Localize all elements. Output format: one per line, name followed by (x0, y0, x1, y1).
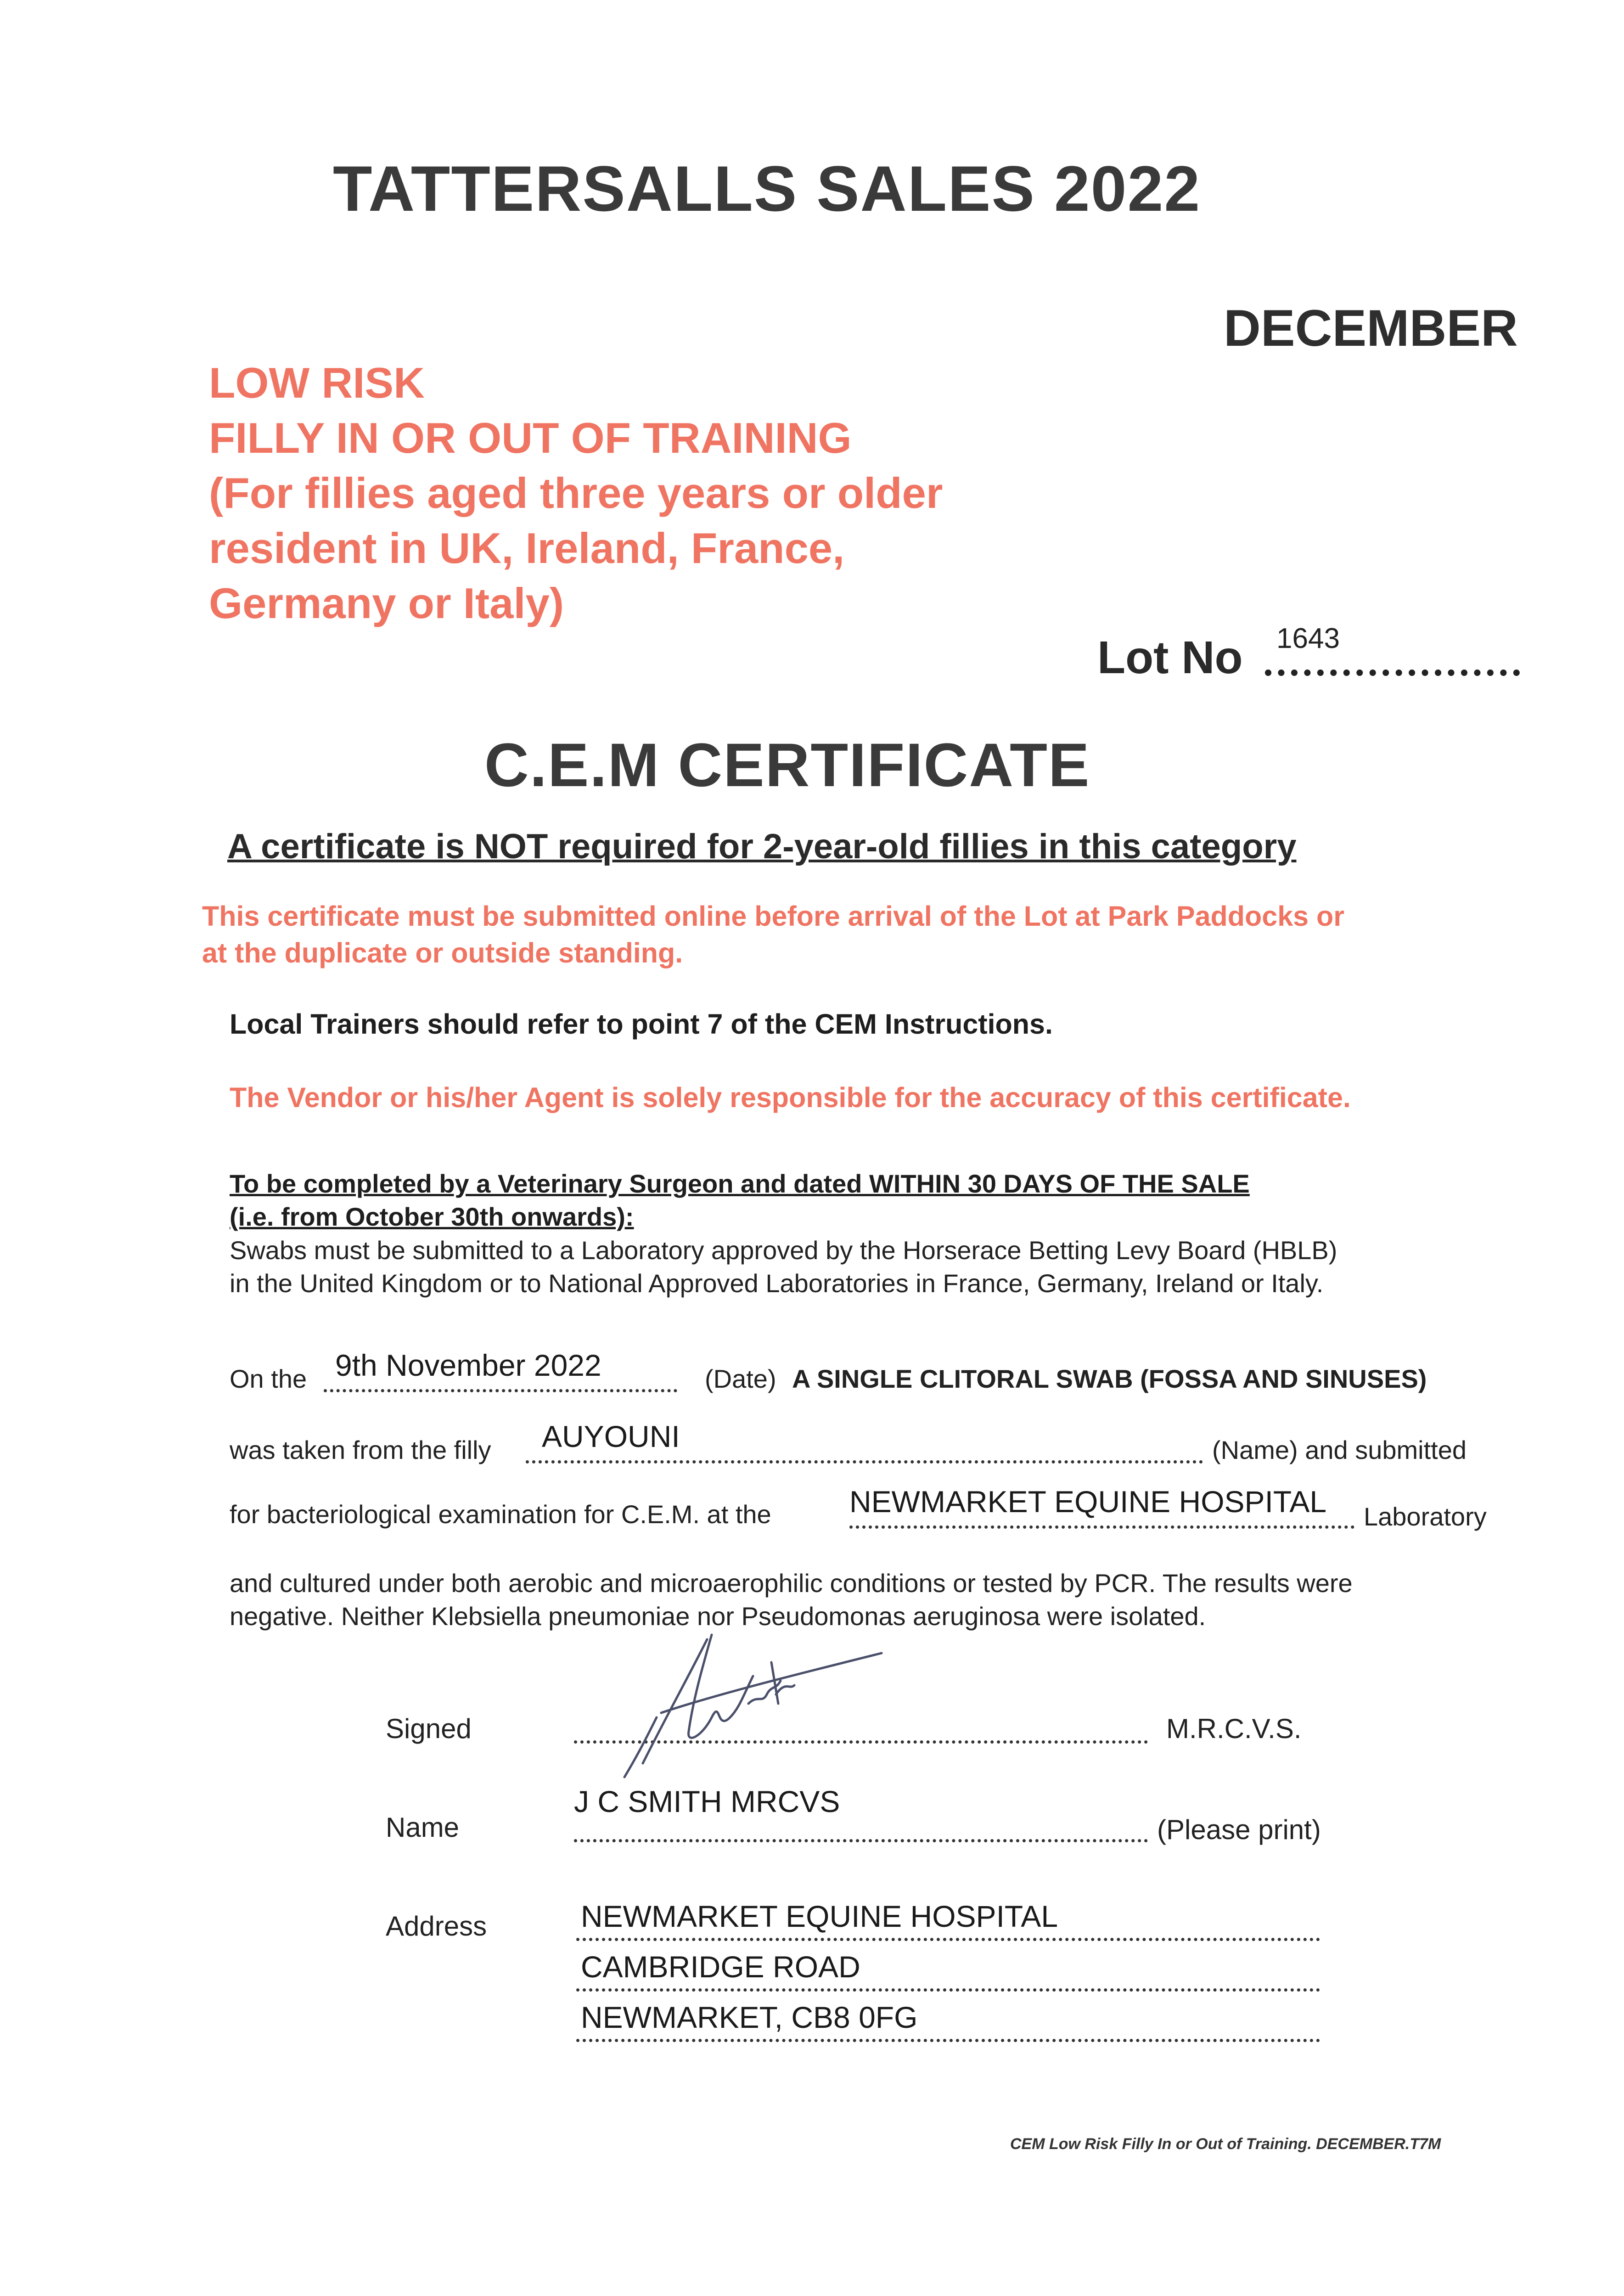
submission-note: at the duplicate or outside standing. (202, 937, 683, 968)
mrcvs-label: M.R.C.V.S. (1166, 1713, 1302, 1744)
laboratory-label: Laboratory (1364, 1502, 1487, 1531)
address-label: Address (386, 1911, 487, 1941)
instructions-heading: (i.e. from October 30th onwards): (230, 1202, 634, 1231)
address-line: NEWMARKET, CB8 0FG (581, 2000, 918, 2034)
sale-month: DECEMBER (1224, 299, 1518, 357)
date-dotted-line (324, 1389, 677, 1392)
filly-name-label: (Name) and submitted (1212, 1435, 1467, 1464)
category-line: (For fillies aged three years or older (209, 469, 943, 517)
swabs-note: in the United Kingdom or to National Approved Laboratories in France, Germany, Ireland or Italy. (230, 1269, 1324, 1298)
page-title: TATTERSALLS SALES 2022 (333, 152, 1201, 225)
lot-number: 1643 (1276, 623, 1340, 654)
on-the-label: On the (230, 1364, 307, 1393)
lot-number-dotted-line (1265, 670, 1520, 676)
responsibility-note: The Vendor or his/her Agent is solely responsible for the accuracy of this certificate. (230, 1082, 1351, 1113)
address-dotted-line (576, 1938, 1320, 1941)
address-line: CAMBRIDGE ROAD (581, 1950, 860, 1984)
vet-name-value: J C SMITH MRCVS (574, 1784, 840, 1818)
address-dotted-line (576, 2039, 1320, 2042)
instructions-heading: To be completed by a Veterinary Surgeon and dated WITHIN 30 DAYS OF THE SALE (230, 1169, 1250, 1198)
date-label: (Date) (705, 1364, 776, 1393)
examination-label: for bacteriological examination for C.E.M. at the (230, 1500, 771, 1529)
category-line: resident in UK, Ireland, France, (209, 524, 845, 572)
results-text: negative. Neither Klebsiella pneumoniae nor Pseudomonas aeruginosa were isolated. (230, 1602, 1206, 1631)
local-trainers-note: Local Trainers should refer to point 7 of the CEM Instructions. (230, 1008, 1053, 1040)
category-line: FILLY IN OR OUT OF TRAINING (209, 414, 852, 462)
certificate-title: C.E.M CERTIFICATE (484, 731, 1090, 799)
date-value: 9th November 2022 (335, 1348, 601, 1382)
laboratory-dotted-line (849, 1525, 1354, 1529)
laboratory-value: NEWMARKET EQUINE HOSPITAL (849, 1485, 1327, 1519)
certificate-notice: A certificate is NOT required for 2-year-old fillies in this category (227, 827, 1297, 866)
handwritten-signature (597, 1626, 891, 1791)
signed-label: Signed (386, 1713, 472, 1744)
please-print-label: (Please print) (1157, 1814, 1321, 1845)
swabs-note: Swabs must be submitted to a Laboratory approved by the Horserace Betting Levy Board (HBLB) (230, 1236, 1337, 1265)
taken-from-label: was taken from the filly (230, 1435, 491, 1464)
address-line: NEWMARKET EQUINE HOSPITAL (581, 1899, 1058, 1933)
name-dotted-line (574, 1839, 1148, 1842)
results-text: and cultured under both aerobic and microaerophilic conditions or tested by PCR. The results were (230, 1569, 1353, 1598)
category-line: Germany or Italy) (209, 579, 564, 627)
filly-name-value: AUYOUNI (542, 1419, 680, 1453)
name-label: Name (386, 1812, 460, 1843)
filly-name-dotted-line (526, 1460, 1203, 1463)
footer-reference: CEM Low Risk Filly In or Out of Training. DECEMBER.T7M (1010, 2135, 1441, 2153)
category-line: LOW RISK (209, 359, 425, 407)
address-dotted-line (576, 1988, 1320, 1992)
submission-note: This certificate must be submitted online before arrival of the Lot at Park Paddocks or (202, 900, 1345, 932)
lot-label: Lot No (1097, 632, 1243, 683)
swab-description: A SINGLE CLITORAL SWAB (FOSSA AND SINUSES) (792, 1364, 1427, 1393)
